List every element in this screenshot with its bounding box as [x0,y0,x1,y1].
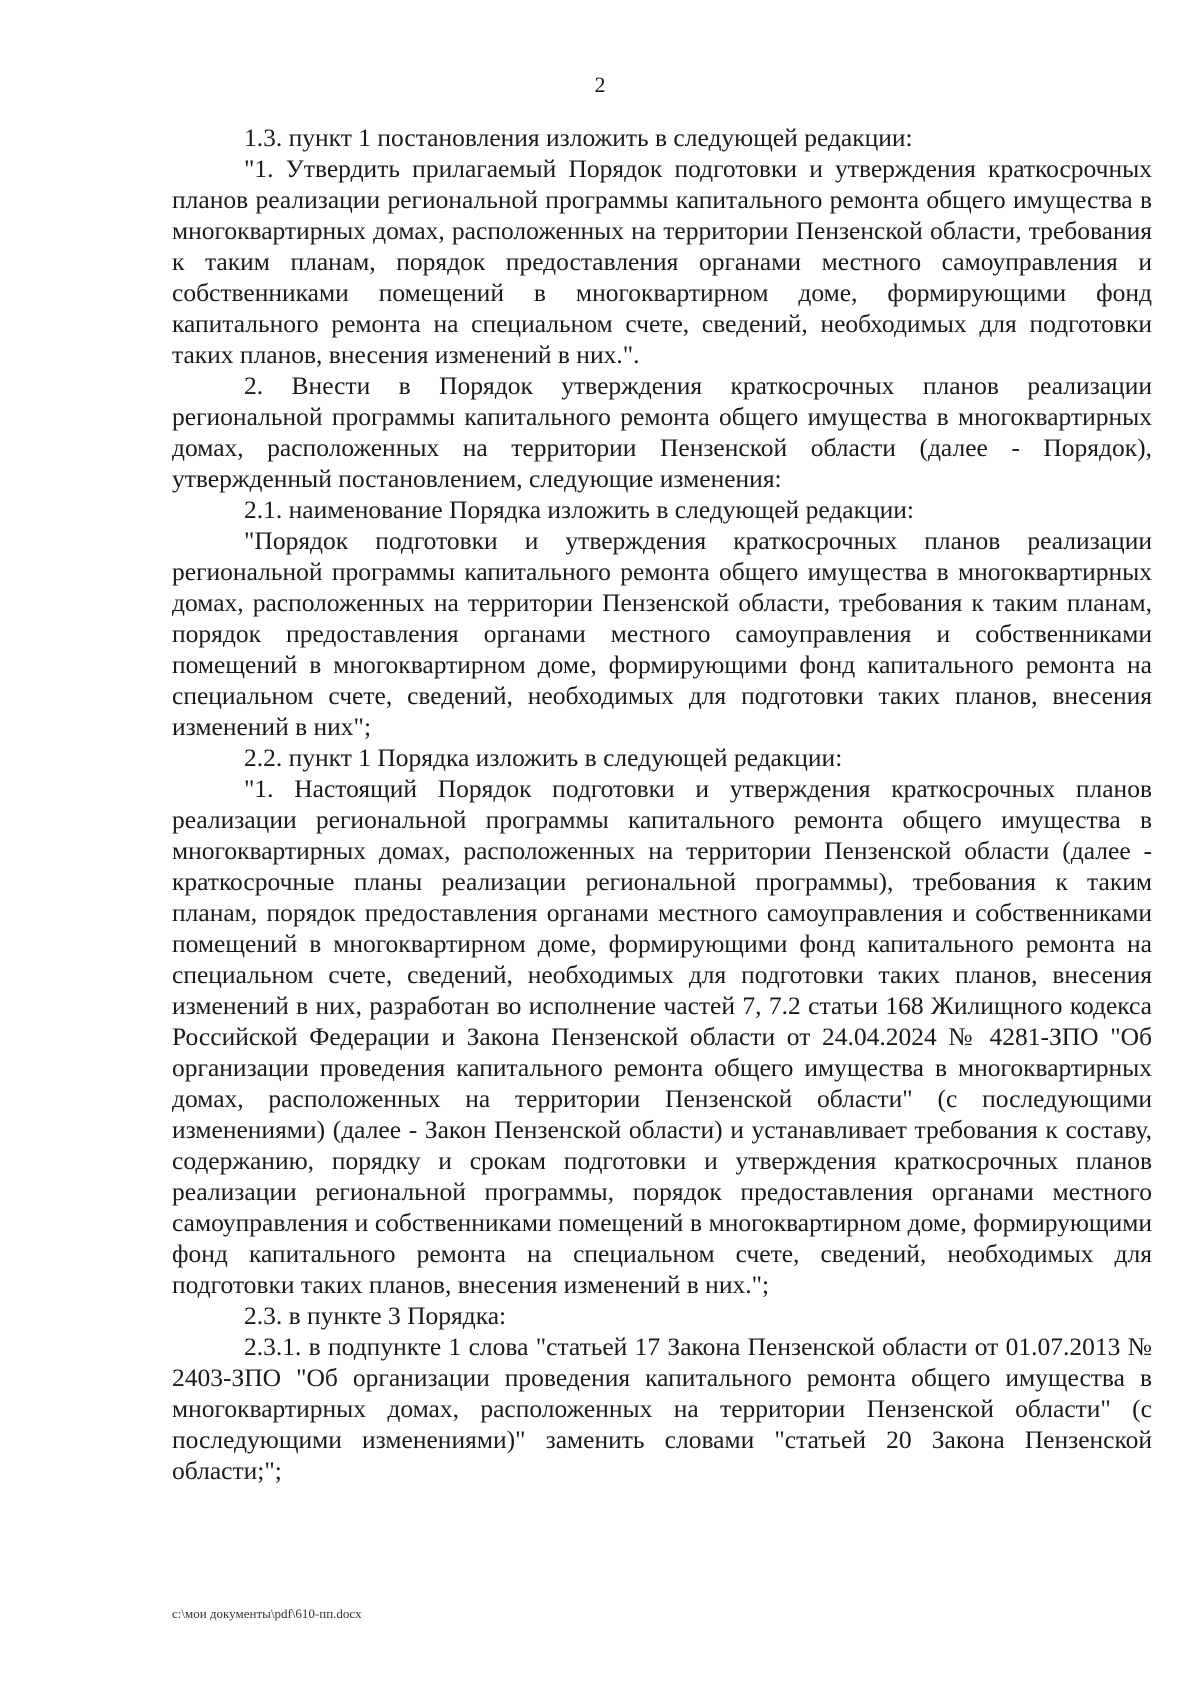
document-body [172,122,1152,1486]
paragraph-quote-title: "Порядок подготовки и утверждения краткосрочных планов реализации региональной программы капитального ремонта общего имущества в многоквартирных домах, расположенных на территории Пензенской области, требования к таким планам, порядок предоставления органами местного самоуправления и собственниками помещений в многоквартирном доме, формирующими фонд капитального ремонта на специальном счете, сведений, необходимых для подготовки таких планов, внесения изменений в них"; [172,526,1152,741]
paragraph-2: 2. Внести в Порядок утверждения краткосрочных планов реализации региональной программы капитального ремонта общего имущества в многоквартирных домах, расположенных на территории Пензенской области (далее - Порядок), утвержденный постановлением, следующие изменения: [172,371,1152,493]
paragraph-2-1: 2.1. наименование Порядка изложить в следующей редакции: [244,495,915,524]
paragraph-2-2: 2.2. пункт 1 Порядка изложить в следующей редакции: [244,743,843,772]
paragraph-1-3: 1.3. пункт 1 постановления изложить в следующей редакции: [244,123,913,152]
footer-file-path: c:\мои документы\pdf\610-пп.docx [172,1606,362,1621]
paragraph-2-3: 2.3. в пункте 3 Порядка: [244,1301,507,1330]
paragraph-quote-1: "1. Утвердить прилагаемый Порядок подготовки и утверждения краткосрочных планов реализации региональной программы капитального ремонта общего имущества в многоквартирных домах, расположенных на территории Пензенской области, требования к таким планам, порядок предоставления органами местного самоуправления и собственниками помещений в многоквартирном доме, формирующими фонд капитального ремонта на специальном счете, сведений, необходимых для подготовки таких планов, внесения изменений в них.". [172,154,1152,369]
paragraph-quote-point-1: "1. Настоящий Порядок подготовки и утверждения краткосрочных планов реализации региональной программы капитального ремонта общего имущества в многоквартирных домах, расположенных на территории Пензенской области (далее - краткосрочные планы реализации региональной программы), требования к таким планам, порядок предоставления органами местного самоуправления и собственниками помещений в многоквартирном доме, формирующими фонд капитального ремонта на специальном счете, сведений, необходимых для подготовки таких планов, внесения изменений в них, разработан во исполнение частей 7, 7.2 статьи 168 Жилищного кодекса Российской Федерации и Закона Пензенской области от 24.04.2024 № 4281-ЗПО "Об организации проведения капитального ремонта общего имущества в многоквартирных домах, расположенных на территории Пензенской области" (с последующими изменениями) (далее - Закон Пензенской области) и устанавливает требования к составу, содержанию, порядку и срокам подготовки и утверждения краткосрочных планов реализации региональной программы, порядок предоставления органами местного самоуправления и собственниками помещений в многоквартирном доме, формирующими фонд капитального ремонта на специальном счете, сведений, необходимых для подготовки таких планов, внесения изменений в них."; [172,774,1152,1299]
page-number: 2 [594,72,606,97]
paragraph-2-3-1: 2.3.1. в подпункте 1 слова "статьей 17 Закона Пензенской области от 01.07.2013 № 2403-ЗПО "Об организации проведения капитального ремонта общего имущества в многоквартирных домах, расположенных на территории Пензенской области" (с последующими изменениями)" заменить словами "статьей 20 Закона Пензенской области;"; [172,1332,1152,1485]
